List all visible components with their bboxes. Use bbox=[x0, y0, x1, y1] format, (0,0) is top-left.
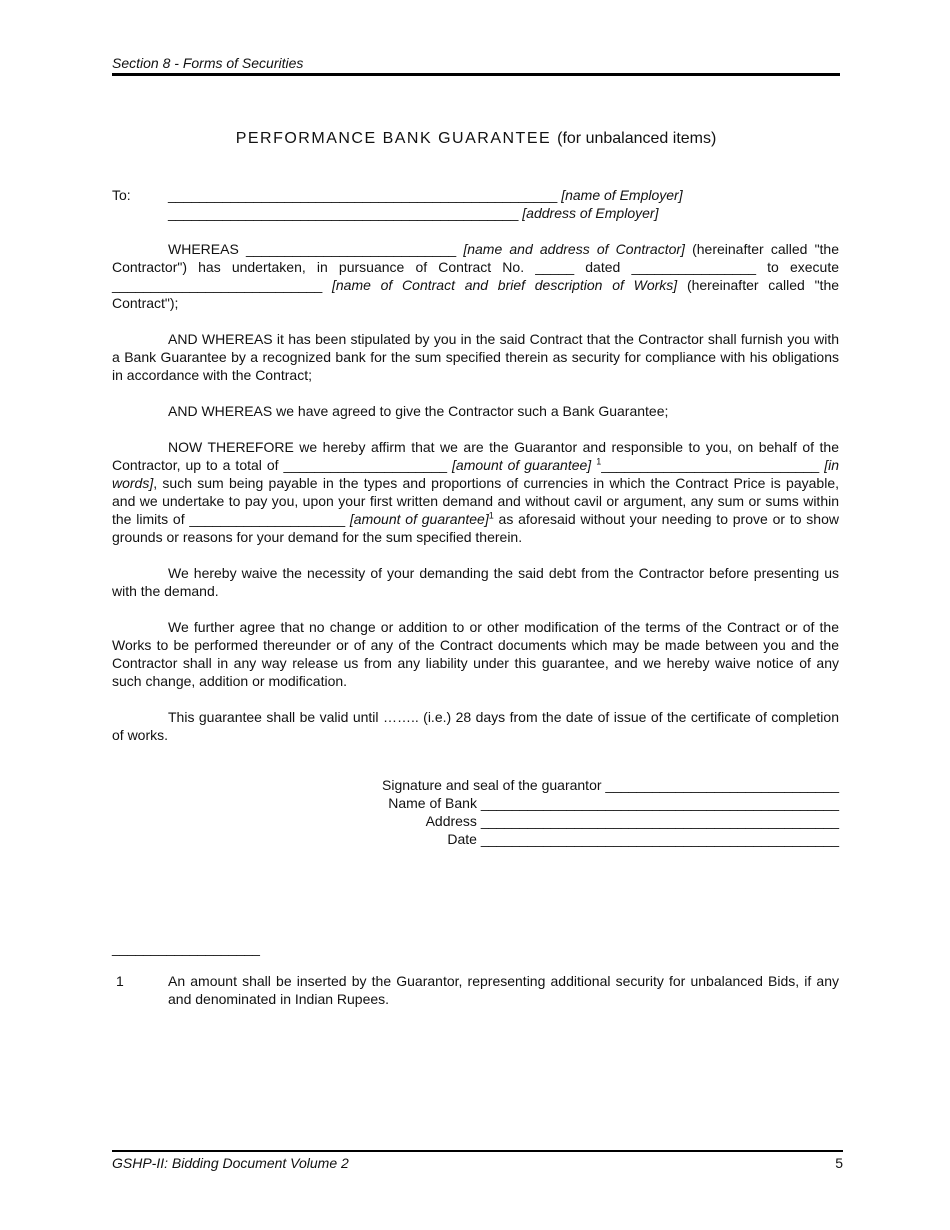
footnote-rule: ___________________ bbox=[112, 940, 260, 956]
document-body bbox=[112, 186, 839, 762]
footer-document-title: GSHP-II: Bidding Document Volume 2 bbox=[112, 1155, 349, 1171]
page-header bbox=[112, 55, 840, 76]
addressee-block bbox=[112, 186, 839, 222]
title-main: PERFORMANCE BANK GUARANTEE bbox=[235, 130, 552, 147]
employer-address-line: _____________________________________________ [address of Employer] bbox=[168, 205, 659, 221]
employer-name-line: __________________________________________________ [name of Employer] bbox=[168, 187, 683, 203]
stipulation-paragraph: AND WHEREAS it has been stipulated by you in the said Contract that the Contractor shall furnish you with a Bank Guarantee by a recognized bank for the sum specified therein as security for compliance with his obligations in accordance with the Contract; bbox=[112, 331, 839, 383]
page-number: 5 bbox=[835, 1155, 843, 1171]
validity-paragraph: This guarantee shall be valid until …….. (i.e.) 28 days from the date of issue of the certificate of completion of works. bbox=[112, 709, 839, 743]
footnote-text: An amount shall be inserted by the Guarantor, representing additional security for unbalanced Bids, if any and denominated in Indian Rupees. bbox=[168, 973, 839, 1007]
agreement-paragraph: AND WHEREAS we have agreed to give the Contractor such a Bank Guarantee; bbox=[168, 403, 669, 419]
waiver-paragraph: We hereby waive the necessity of your demanding the said debt from the Contractor before presenting us with the demand. bbox=[112, 565, 839, 599]
page-footer bbox=[112, 1150, 843, 1171]
section-title: Section 8 - Forms of Securities bbox=[112, 55, 304, 71]
to-label: To: bbox=[112, 187, 131, 203]
footnote-number: 1 bbox=[116, 973, 124, 989]
whereas-paragraph: WHEREAS ___________________________ [name and address of Contractor] (hereinafter called "the Contractor") has undertaken, in pursuance of Contract No. _____ dated ________________ to execute ___________________________ [name of Contract and brief description of Works] (hereinafter called "the Contract"); bbox=[112, 241, 840, 311]
modification-paragraph: We further agree that no change or addition to or other modification of the terms of the Contract or of the Works to be performed thereunder or of any of the Contract documents which may be made between you and the Contractor shall in any way release us from any liability under this guarantee, and we hereby waive notice of any such change, addition or modification. bbox=[112, 619, 839, 689]
signature-line: Signature and seal of the guarantor ______________________________ bbox=[382, 777, 839, 793]
document-title bbox=[112, 130, 840, 148]
now-therefore-paragraph: NOW THEREFORE we hereby affirm that we are the Guarantor and responsible to you, on behalf of the Contractor, up to a total of _____________________ [amount of guarantee] $^1$____________________________ [in words], such sum being payable in the types and proportions of currencies in which the Contract Price is payable, and we undertake to pay you, upon your first written demand and without cavil or argument, any sum or sums within the limits of ____________________ [amount of guarantee]$^1$ as aforesaid without your needing to prove or to show grounds or reasons for your demand for the sum specified therein. bbox=[112, 439, 839, 545]
signature-block bbox=[300, 776, 839, 848]
title-sub: (for unbalanced items) bbox=[557, 130, 717, 147]
bank-name-line: Name of Bank ______________________________________________ bbox=[388, 795, 839, 811]
date-line: Date ______________________________________________ bbox=[447, 831, 839, 847]
bank-address-line: Address ______________________________________________ bbox=[425, 813, 839, 829]
footnote bbox=[112, 972, 839, 1008]
